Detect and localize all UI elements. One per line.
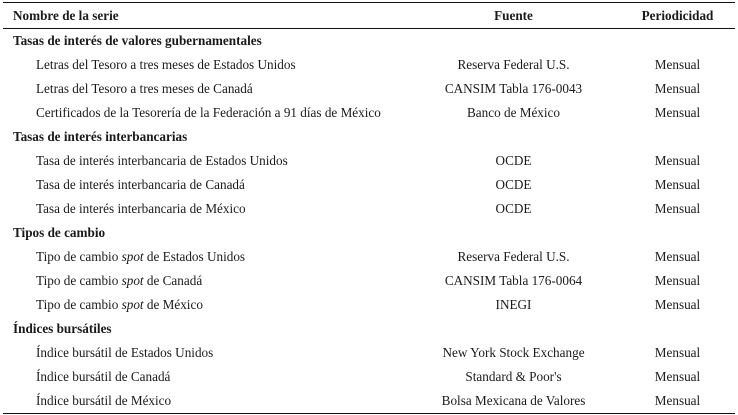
- source-cell: CANSIM Tabla 176-0043: [444, 81, 583, 96]
- series-name: Tipo de cambio: [36, 273, 122, 288]
- table-row: [3, 149, 735, 173]
- table-row: [3, 269, 735, 293]
- series-name-suffix: de Canadá: [143, 273, 203, 288]
- table-row: [3, 245, 735, 269]
- series-name-suffix: de Estados Unidos: [143, 249, 246, 264]
- series-name-italic: spot: [121, 297, 144, 312]
- table-row: [3, 197, 735, 221]
- table-header: [3, 3, 735, 29]
- source-cell: OCDE: [495, 201, 532, 216]
- series-name: Letras del Tesoro a tres meses de Canadá: [36, 81, 253, 96]
- periodicity-cell: Mensual: [654, 345, 701, 360]
- series-name: Tasa de interés interbancaria de México: [36, 201, 246, 216]
- series-name-cell: [3, 173, 407, 197]
- series-name-cell: [3, 389, 407, 414]
- series-name-cell: [3, 365, 407, 389]
- series-name: Tasa de interés interbancaria de Estados Unidos: [36, 153, 288, 168]
- series-name: Índice bursátil de México: [36, 393, 172, 408]
- table-row: [3, 101, 735, 125]
- table-row: [3, 293, 735, 317]
- source-cell: CANSIM Tabla 176-0064: [444, 273, 583, 288]
- series-name: Tipo de cambio: [36, 249, 122, 264]
- periodicity-cell: Mensual: [654, 297, 701, 312]
- table-row: [3, 173, 735, 197]
- series-name-cell: [3, 293, 407, 317]
- series-table: [3, 2, 735, 414]
- source-cell: Bolsa Mexicana de Valores: [441, 393, 586, 408]
- series-name-cell: [3, 269, 407, 293]
- header-row: [3, 3, 735, 29]
- source-cell: Reserva Federal U.S.: [457, 249, 570, 264]
- source-cell: Standard & Poor's: [465, 369, 562, 384]
- periodicity-cell: Mensual: [654, 393, 701, 408]
- section-title: Tasas de interés interbancarias: [13, 129, 188, 144]
- section-row: [3, 125, 735, 149]
- series-name-cell: [3, 197, 407, 221]
- table-row: [3, 53, 735, 77]
- series-name-italic: spot: [121, 273, 144, 288]
- source-cell: OCDE: [495, 177, 532, 192]
- section-title: Tasas de interés de valores gubernamentales: [13, 33, 262, 48]
- table-row: [3, 341, 735, 365]
- periodicity-cell: Mensual: [654, 201, 701, 216]
- series-name: Tasa de interés interbancaria de Canadá: [36, 177, 245, 192]
- section-title: Índices bursátiles: [13, 321, 112, 336]
- series-name-cell: [3, 77, 407, 101]
- header-periodicity: Periodicidad: [641, 7, 714, 23]
- periodicity-cell: Mensual: [654, 369, 701, 384]
- table-row: [3, 365, 735, 389]
- periodicity-cell: Mensual: [654, 273, 701, 288]
- series-table-container: [3, 2, 735, 414]
- section-title: Tipos de cambio: [13, 225, 106, 240]
- source-cell: INEGI: [495, 297, 532, 312]
- series-name: Letras del Tesoro a tres meses de Estados Unidos: [36, 57, 296, 72]
- series-name: Certificados de la Tesorería de la Federación a 91 días de México: [36, 105, 381, 120]
- periodicity-cell: Mensual: [654, 81, 701, 96]
- source-cell: OCDE: [495, 153, 532, 168]
- section-row: [3, 221, 735, 245]
- table-row: [3, 77, 735, 101]
- series-name: Tipo de cambio: [36, 297, 122, 312]
- source-cell: Reserva Federal U.S.: [457, 57, 570, 72]
- periodicity-cell: Mensual: [654, 105, 701, 120]
- table-row: [3, 389, 735, 414]
- periodicity-cell: Mensual: [654, 57, 701, 72]
- header-source: Fuente: [494, 7, 533, 23]
- series-name: Índice bursátil de Estados Unidos: [36, 345, 214, 360]
- series-name-suffix: de México: [143, 297, 203, 312]
- series-name-cell: [3, 53, 407, 77]
- series-name-cell: [3, 101, 407, 125]
- table-body: [3, 29, 735, 414]
- periodicity-cell: Mensual: [654, 177, 701, 192]
- series-name-cell: [3, 245, 407, 269]
- header-name: Nombre de la serie: [13, 7, 119, 23]
- section-row: [3, 29, 735, 54]
- series-name-cell: [3, 149, 407, 173]
- series-name: Índice bursátil de Canadá: [36, 369, 171, 384]
- periodicity-cell: Mensual: [654, 153, 701, 168]
- source-cell: Banco de México: [466, 105, 560, 120]
- series-name-cell: [3, 341, 407, 365]
- source-cell: New York Stock Exchange: [442, 345, 585, 360]
- series-name-italic: spot: [121, 249, 144, 264]
- periodicity-cell: Mensual: [654, 249, 701, 264]
- section-row: [3, 317, 735, 341]
